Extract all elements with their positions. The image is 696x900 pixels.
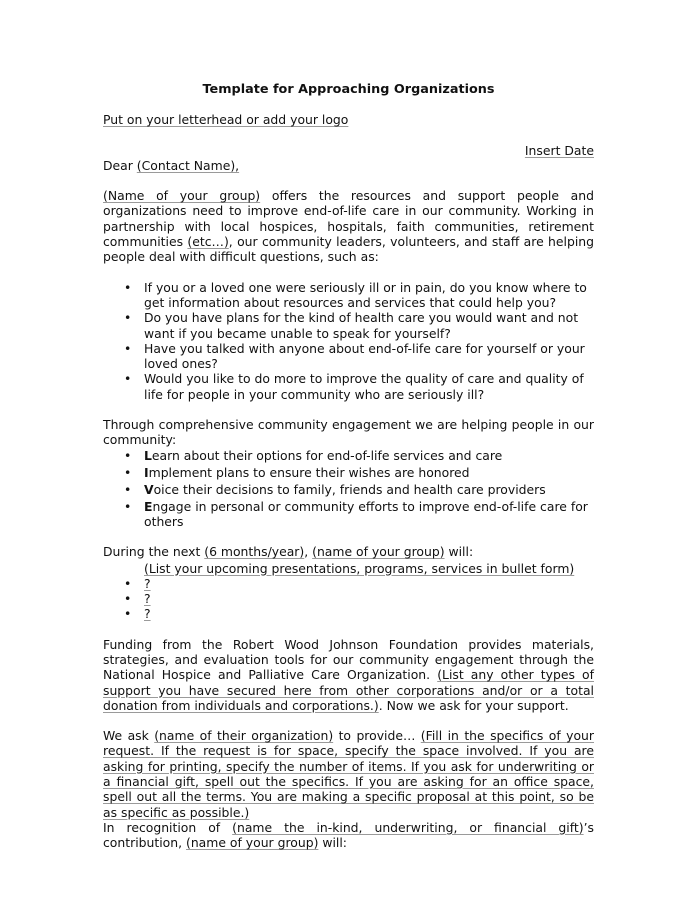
salutation-prefix: Dear [103, 157, 137, 173]
engagement-intro: Through comprehensive community engagement we are helping people in our community: [103, 417, 594, 448]
next-group: (name of your group) [312, 544, 445, 560]
funding-note: (List any other types of support you have secured here from other corporations and/or or a total donation from individuals and corporations.) [103, 667, 594, 713]
letterhead-instruction [103, 112, 594, 127]
upcoming-list [103, 576, 594, 622]
funding-end: . Now we ask for your support. [378, 697, 569, 713]
live-rest: ngage in personal or community efforts to improve end-of-life care for others [144, 498, 588, 529]
live-letter: L [144, 448, 152, 464]
list-note [103, 561, 594, 576]
list-item: • Have you talked with anyone about end-of-life care for yourself or your loved ones? [103, 341, 594, 372]
list-item [103, 499, 594, 530]
question-list [103, 280, 594, 402]
ask-mid: to provide… [333, 728, 421, 744]
placeholder-item: ? [144, 575, 151, 591]
list-item: • Would you like to do more to improve the quality of care and quality of life for people in your community who are seriously ill? [103, 371, 594, 402]
recognition-gift: (name the in-kind, underwriting, or financial gift) [232, 819, 584, 835]
next-period: (6 months/year) [204, 544, 305, 560]
live-letter: I [144, 465, 149, 481]
recognition-prefix: In recognition of [103, 819, 233, 835]
intro-paragraph [103, 188, 594, 264]
funding-text: Funding from the Robert Wood Johnson Foundation provides materials, strategies, and evaluation tools for our community engagement through the National Hospice and Palliative Care Organization. [103, 636, 594, 683]
ask-prefix: We ask [103, 728, 155, 744]
recognition-suffix: will: [318, 835, 347, 851]
list-item: • Do you have plans for the kind of health care you would want and not want if you became unable to speak for yourself? [103, 310, 594, 341]
list-item [103, 576, 594, 591]
live-list [103, 448, 594, 529]
list-item [103, 606, 594, 621]
document-title: Template for Approaching Organizations [202, 82, 495, 97]
list-note-text: (List your upcoming presentations, programs, services in bullet form) [144, 560, 575, 576]
live-letter: E [144, 498, 153, 514]
next-suffix: will: [444, 544, 474, 560]
live-rest: oice their decisions to family, friends and health care providers [153, 481, 546, 497]
list-item [103, 482, 594, 497]
funding-paragraph [103, 637, 594, 713]
salutation [103, 158, 594, 173]
list-item [103, 465, 594, 480]
ask-note: (Fill in the specifics of your request. If the request is for space, specify the space involved. If you are asking for printing, specify the number of items. If you ask for underwriting or a financial gift, spell out the specifics. If you are asking for an office space, spell out all the terms. You are making a specific proposal at this point, so be as specific as possible.) [103, 728, 594, 820]
letterhead-text: Put on your letterhead or add your logo [103, 112, 349, 128]
recognition-paragraph [103, 820, 594, 851]
letter-page [103, 82, 594, 851]
live-rest: mplement plans to ensure their wishes are honored [148, 465, 470, 481]
ask-paragraph [103, 728, 594, 820]
intro-text-a: offers the resources and support people and organizations need to improve end-of-life care in our community. Working in partnership with local hospices, hospitals, faith communities, retirement communities [103, 188, 594, 250]
intro-text-b: , our community leaders, volunteers, and staff are helping people deal with difficult questions, such as: [103, 234, 594, 265]
placeholder-item: ? [144, 606, 151, 622]
next-period-sentence [103, 544, 594, 559]
list-item [103, 448, 594, 463]
recognition-group: (name of your group) [185, 835, 319, 851]
insert-date-text: Insert Date [524, 142, 594, 158]
placeholder-item: ? [144, 591, 151, 607]
contact-name: (Contact Name), [136, 157, 240, 173]
live-rest: earn about their options for end-of-life services and care [151, 448, 503, 464]
intro-etc: (etc…) [187, 234, 229, 250]
live-letter: V [144, 481, 154, 497]
next-prefix: During the next [103, 544, 205, 560]
next-comma: , [304, 544, 313, 560]
recognition-mid: ’s contribution, [103, 819, 594, 851]
list-item [103, 591, 594, 606]
list-item: • If you or a loved one were seriously ill or in pain, do you know where to get information about resources and services that could help you? [103, 280, 594, 311]
ask-org: (name of their organization) [154, 728, 334, 744]
intro-group-name: (Name of your group) [103, 188, 261, 204]
insert-date [103, 143, 594, 158]
